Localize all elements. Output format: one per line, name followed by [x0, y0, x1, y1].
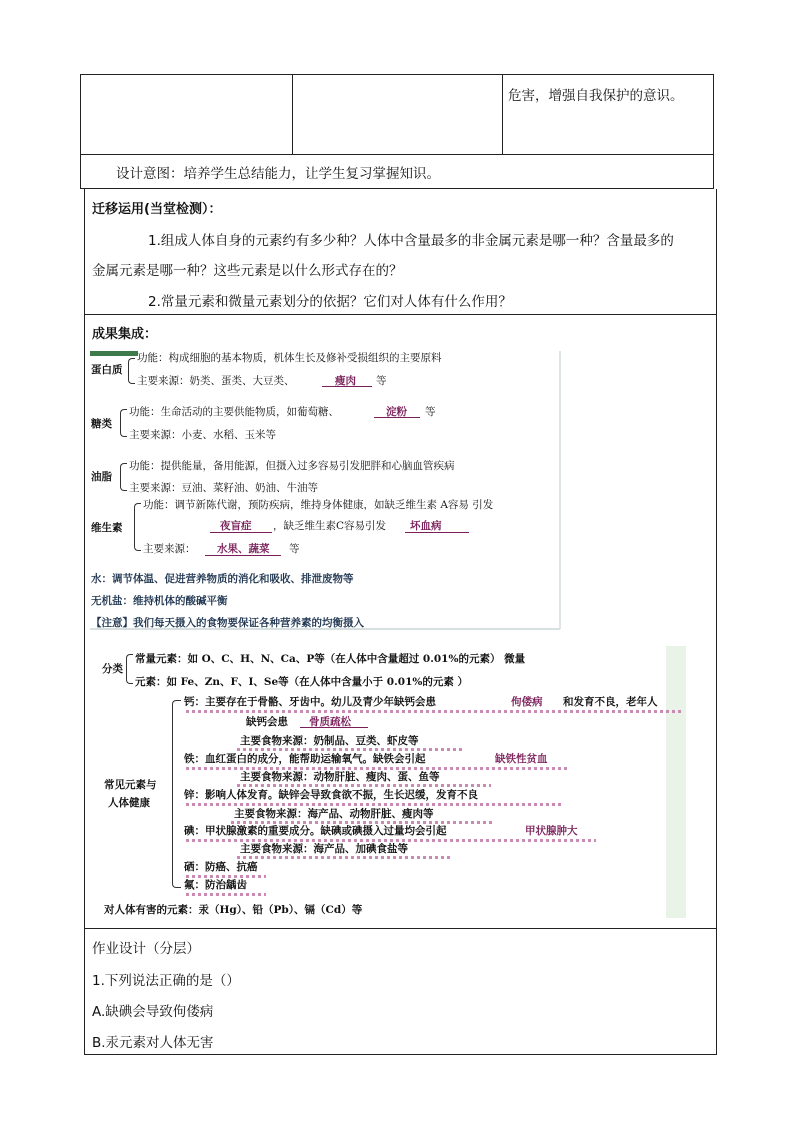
protein-label: 蛋白质 [91, 364, 123, 376]
sugar-func: 功能：生命活动的主要供能物质，如葡萄糖、 [129, 406, 339, 418]
iodine-src: 主要食物来源：海产品、加碘食盐等 [240, 843, 408, 855]
iron-line: 铁：血红蛋白的成分，能帮助运输氧气。缺铁会引起 [184, 753, 426, 765]
top-right-cell-text: 危害，增强自我保护的意识。 [508, 88, 684, 104]
protein-end: 等 [376, 375, 387, 387]
zinc-line: 锌：影响人体发育。缺锌会导致食欲不振，生长迟缓，发育不良 [184, 789, 478, 801]
transfer-q1-line2: 金属元素是哪一种？这些元素是以什么形式存在的？ [92, 263, 403, 279]
fluorine-line: 氟：防治龋齿 [184, 879, 247, 891]
fat-func: 功能：提供能量，备用能源，但摄入过多容易引发肥胖和心脑血管疾病 [129, 460, 455, 472]
water-line: 水：调节体温、促进营养物质的消化和吸收、排泄废物等 [91, 573, 354, 585]
sugar-brace [120, 409, 127, 437]
iron-src: 主要食物来源：动物肝脏、瘦肉、蛋、鱼等 [240, 771, 440, 783]
homework-option-b: B.汞元素对人体无害 [92, 1035, 214, 1051]
sugar-fill: 淀粉 [386, 406, 407, 418]
salt-line: 无机盐：维持机体的酸碱平衡 [91, 595, 228, 607]
calcium-line-1: 钙：主要存在于骨骼、牙齿中。幼儿及青少年缺钙会患 [184, 696, 436, 708]
common-label-1: 常见元素与 [104, 779, 157, 791]
vitamin-func: 功能：调节新陈代谢，预防疾病，维持身体健康，如缺乏维生素 A容易 引发 [143, 499, 494, 511]
homework-option-a: A.缺碘会导致佝偻病 [92, 1004, 214, 1020]
calcium-src: 主要食物来源：奶制品、豆类、虾皮等 [240, 735, 419, 747]
vitamin-fill-3: 水果、蔬菜 [217, 543, 270, 555]
fat-label: 油脂 [91, 471, 112, 483]
protein-fill: 瘦肉 [335, 375, 356, 387]
common-brace [172, 700, 181, 888]
selenium-line: 硒：防癌、抗癌 [184, 861, 258, 873]
calcium-fill-1: 佝偻病 [511, 696, 543, 708]
homework-heading: 作业设计（分层） [92, 941, 200, 957]
common-label-2: 人体健康 [108, 797, 150, 809]
zinc-src: 主要食物来源：海产品、动物肝脏、瘦肉等 [234, 808, 434, 820]
vitamin-src: 主要来源： [143, 543, 196, 555]
harmful-elements: 对人体有害的元素：汞（Hg）、铅（Pb）、镉（Cd）等 [104, 904, 363, 916]
transfer-q2: 2.常量元素和微量元素划分的依据？它们对人体有什么作用？ [148, 294, 512, 310]
micro-elements: 元素：如 Fe、Zn、F、I、Se等（在人体中含量小于 0.01%的元素 ） [135, 676, 469, 688]
iron-fill: 缺铁性贫血 [495, 753, 548, 765]
iodine-fill: 甲状腺肿大 [525, 825, 578, 837]
vitamin-label: 维生素 [91, 522, 123, 534]
homework-q1: 1.下列说法正确的是（） [92, 973, 240, 989]
fat-src: 主要来源：豆油、菜籽油、奶油、牛油等 [129, 482, 318, 494]
sugar-label: 糖类 [91, 418, 112, 430]
vitamin-brace [134, 503, 141, 551]
sugar-end: 等 [425, 406, 436, 418]
design-intent: 设计意图：培养学生总结能力，让学生复习掌握知识。 [116, 166, 440, 182]
fat-brace [120, 463, 127, 491]
vitamin-end: 等 [289, 543, 300, 555]
iodine-line: 碘：甲状腺激素的重要成分。缺碘或碘摄入过量均会引起 [184, 825, 447, 837]
vitamin-fill-1: 夜盲症 [220, 520, 252, 532]
protein-brace [128, 358, 135, 384]
classify-brace [126, 654, 133, 684]
macro-elements: 常量元素：如 O、C、H、N、Ca、P等（在人体中含量超过 0.01%的元素） 微量 [135, 653, 526, 665]
calcium-line-1-end: 和发育不良，老年人 [563, 696, 658, 708]
protein-func: 功能：构成细胞的基本物质，机体生长及修补受损组织的主要原料 [137, 352, 442, 364]
green-header-bar [90, 351, 138, 356]
calcium-fill-2: 骨质疏松 [309, 716, 351, 728]
protein-src: 主要来源：奶类、蛋类、大豆类、 [137, 375, 295, 387]
results-heading: 成果集成： [92, 327, 158, 342]
vitamin-fill-2: 坏血病 [410, 520, 442, 532]
elements-green-band [666, 646, 686, 918]
vitamin-mid: ，缺乏维生素C容易引发 [273, 520, 387, 532]
classify-label: 分类 [102, 663, 123, 675]
note-line: 【注意】我们每天摄入的食物要保证各种营养素的均衡摄入 [91, 617, 364, 629]
transfer-heading: 迁移运用(当堂检测）： [92, 202, 222, 217]
transfer-q1-line1: 1.组成人体自身的元素约有多少种？人体中含量最多的非金属元素是哪一种？含量最多的 [148, 233, 674, 249]
calcium-line-2: 缺钙会患 [246, 716, 288, 728]
sugar-src: 主要来源：小麦、水稻、玉米等 [129, 429, 276, 441]
